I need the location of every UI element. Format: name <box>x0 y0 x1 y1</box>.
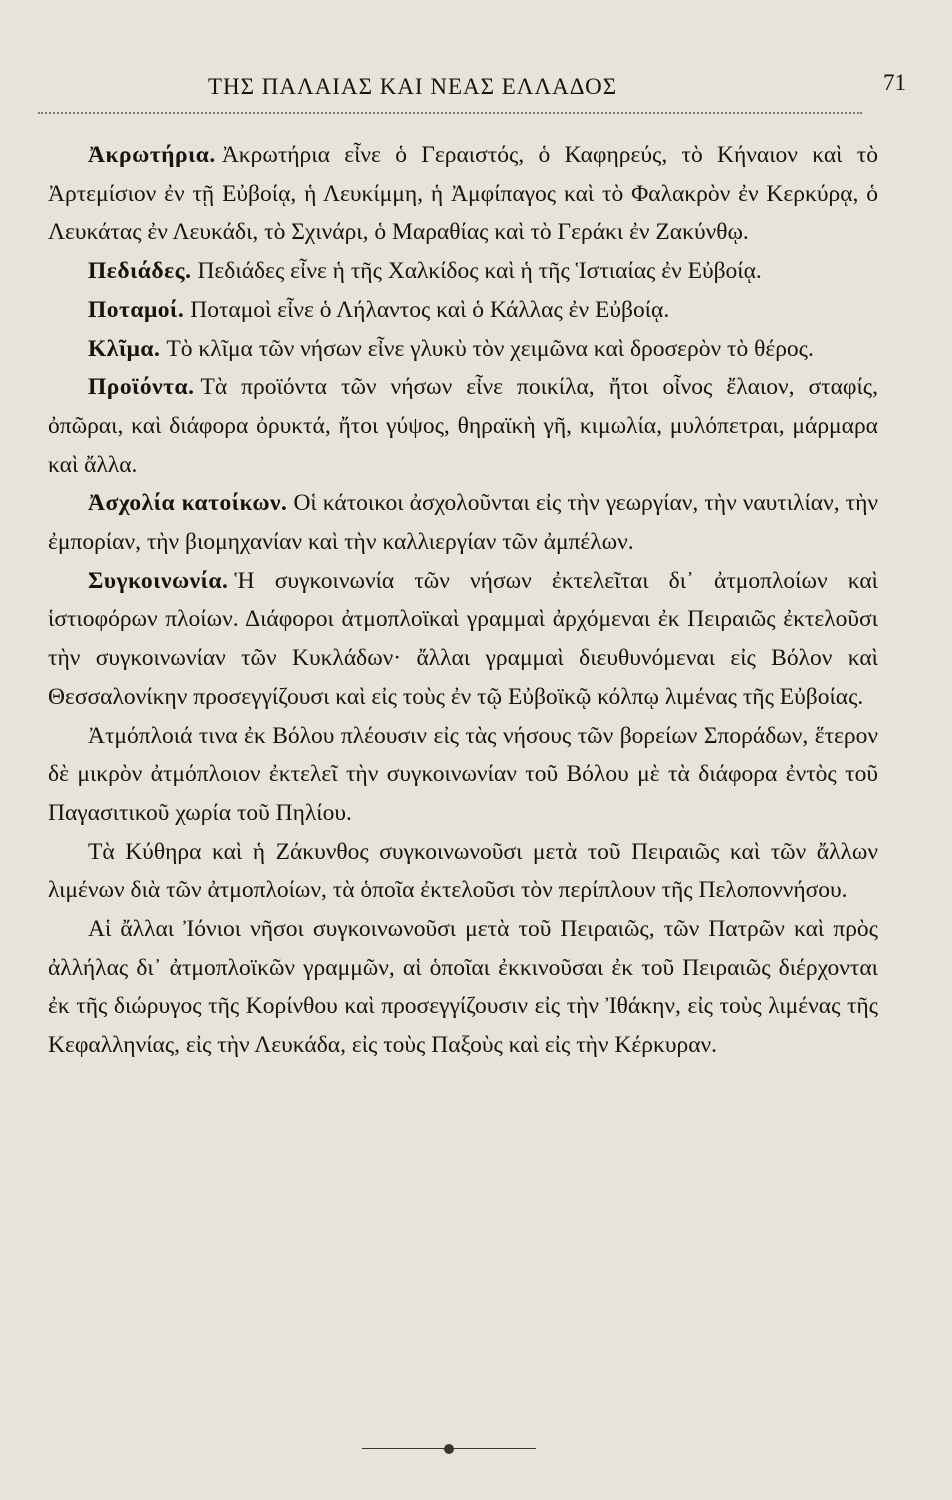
section-akrotiria <box>48 136 878 252</box>
section-text: Ἡ συγκοινωνία τῶν νήσων ἐκτελεῖται δι᾽ ἀτμοπλοίων καὶ ἱστιοφόρων πλοίων. Διάφοροι ἀτμοπλοϊκαὶ γραμμαὶ ἀρχόμεναι ἐκ Πειραιῶς ἐκτελοῦσι τὴν συγκοινωνίαν τῶν Κυκλάδων· ἄλλαι γραμμαὶ διευθυνόμεναι εἰς Βόλον καὶ Θεσσαλονίκην προσεγγίζουσι καὶ εἰς τοὺς ἐν τῷ Εὐβοϊκῷ κόλπῳ λιμένας τῆς Εὐβοίας. <box>48 567 878 710</box>
section-term: Συγκοινωνία. <box>88 567 229 594</box>
paragraph-ionian: Αἱ ἄλλαι Ἰόνιοι νῆσοι συγκοινωνοῦσι μετὰ τοῦ Πειραιῶς, τῶν Πατρῶν καὶ πρὸς ἀλλήλας δι᾽ ἀτμοπλοϊκῶν γραμμῶν, αἱ ὁποῖαι ἐκκινοῦσαι ἐκ τοῦ Πειραιῶς διέρχονται ἐκ τῆς διώρυγος τῆς Κορίνθου καὶ προσεγγίζουσιν εἰς τὴν Ἰθάκην, εἰς τοὺς λιμένας τῆς Κεφαλληνίας, εἰς τὴν Λευκάδα, εἰς τοὺς Παξοὺς καὶ εἰς τὴν Κέρκυραν. <box>48 916 878 1059</box>
ornament-dot <box>444 1444 454 1454</box>
section-text: Οἱ κάτοικοι ἀσχολοῦνται εἰς τὴν γεωργίαν, τὴν ναυτιλίαν, τὴν ἐμπορίαν, τὴν βιομηχανίαν καὶ τὴν καλλιεργίαν τῶν ἀμπέλων. <box>48 490 878 556</box>
section-text: Τὸ κλῖμα τῶν νήσων εἶνε γλυκὺ τὸν χειμῶνα καὶ δροσερὸν τὸ θέρος. <box>166 335 814 362</box>
section-text: Ἀκρωτήρια εἶνε ὁ Γεραιστός, ὁ Καφηρεύς, τὸ Κήναιον καὶ τὸ Ἀρτεμίσιον ἐν τῇ Εὐβοίᾳ, ἡ Λευκίμμη, ἡ Ἀμφίπαγος καὶ τὸ Φαλακρὸν ἐν Κερκύρᾳ, ὁ Λευκάτας ἐν Λευκάδι, τὸ Σχινάρι, ὁ Μαραθίας καὶ τὸ Γεράκι ἐν Ζακύνθῳ. <box>48 142 878 246</box>
paragraph-volos: Ἀτμόπλοιά τινα ἐκ Βόλου πλέουσιν εἰς τὰς νήσους τῶν βορείων Σποράδων, ἕτερον δὲ μικρὸν ἀτμόπλοιον ἐκτελεῖ τὴν συγκοινωνίαν τοῦ Βόλου μὲ τὰ διάφορα ἐντὸς τοῦ Παγασιτικοῦ χωρία τοῦ Πηλίου. <box>48 722 878 826</box>
running-head: ΤΗΣ ΠΑΛΑΙΑΣ ΚΑΙ ΝΕΑΣ ΕΛΛΑΔΟΣ <box>208 74 618 99</box>
section-term: Ἀκρωτήρια. <box>88 142 216 168</box>
section-term: Προϊόντα. <box>88 374 195 401</box>
section-term: Ποταμοί. <box>88 296 185 323</box>
section-term: Κλῖμα. <box>88 335 161 362</box>
section-term: Πεδιάδες. <box>88 258 192 285</box>
section-potamoi <box>48 291 878 330</box>
section-text: Τὰ προϊόντα τῶν νήσων εἶνε ποικίλα, ἤτοι οἶνος ἔλαιον, σταφίς, ὀπῶραι, καὶ διάφορα ὀρυκτά, ἤτοι γύψος, θηραϊκὴ γῆ, κιμωλία, μυλόπετραι, μάρμαρα καὶ ἄλλα. <box>48 374 878 478</box>
page-header <box>38 68 906 114</box>
section-term: Ἀσχολία κατοίκων. <box>88 490 288 517</box>
page-number: 71 <box>883 70 906 95</box>
section-pediades <box>48 252 878 291</box>
section-proionta <box>48 368 878 484</box>
section-text: Ποταμοὶ εἶνε ὁ Λήλαντος καὶ ὁ Κάλλας ἐν Εὐβοίᾳ. <box>190 296 670 323</box>
paragraph-kythira: Τὰ Κύθηρα καὶ ἡ Ζάκυνθος συγκοινωνοῦσι μετὰ τοῦ Πειραιῶς καὶ τῶν ἄλλων λιμένων διὰ τῶν ἀτμοπλοίων, τὰ ὁποῖα ἐκτελοῦσι τὸν περίπλουν τῆς Πελοποννήσου. <box>48 838 878 904</box>
end-ornament-rule <box>362 1444 536 1454</box>
section-ascholia <box>48 484 878 561</box>
page-body <box>48 136 878 1065</box>
section-synkoinonia <box>48 562 878 717</box>
section-klima <box>48 330 878 369</box>
section-text: Πεδιάδες εἶνε ἡ τῆς Χαλκίδος καὶ ἡ τῆς Ἱστιαίας ἐν Εὐβοίᾳ. <box>197 258 762 285</box>
